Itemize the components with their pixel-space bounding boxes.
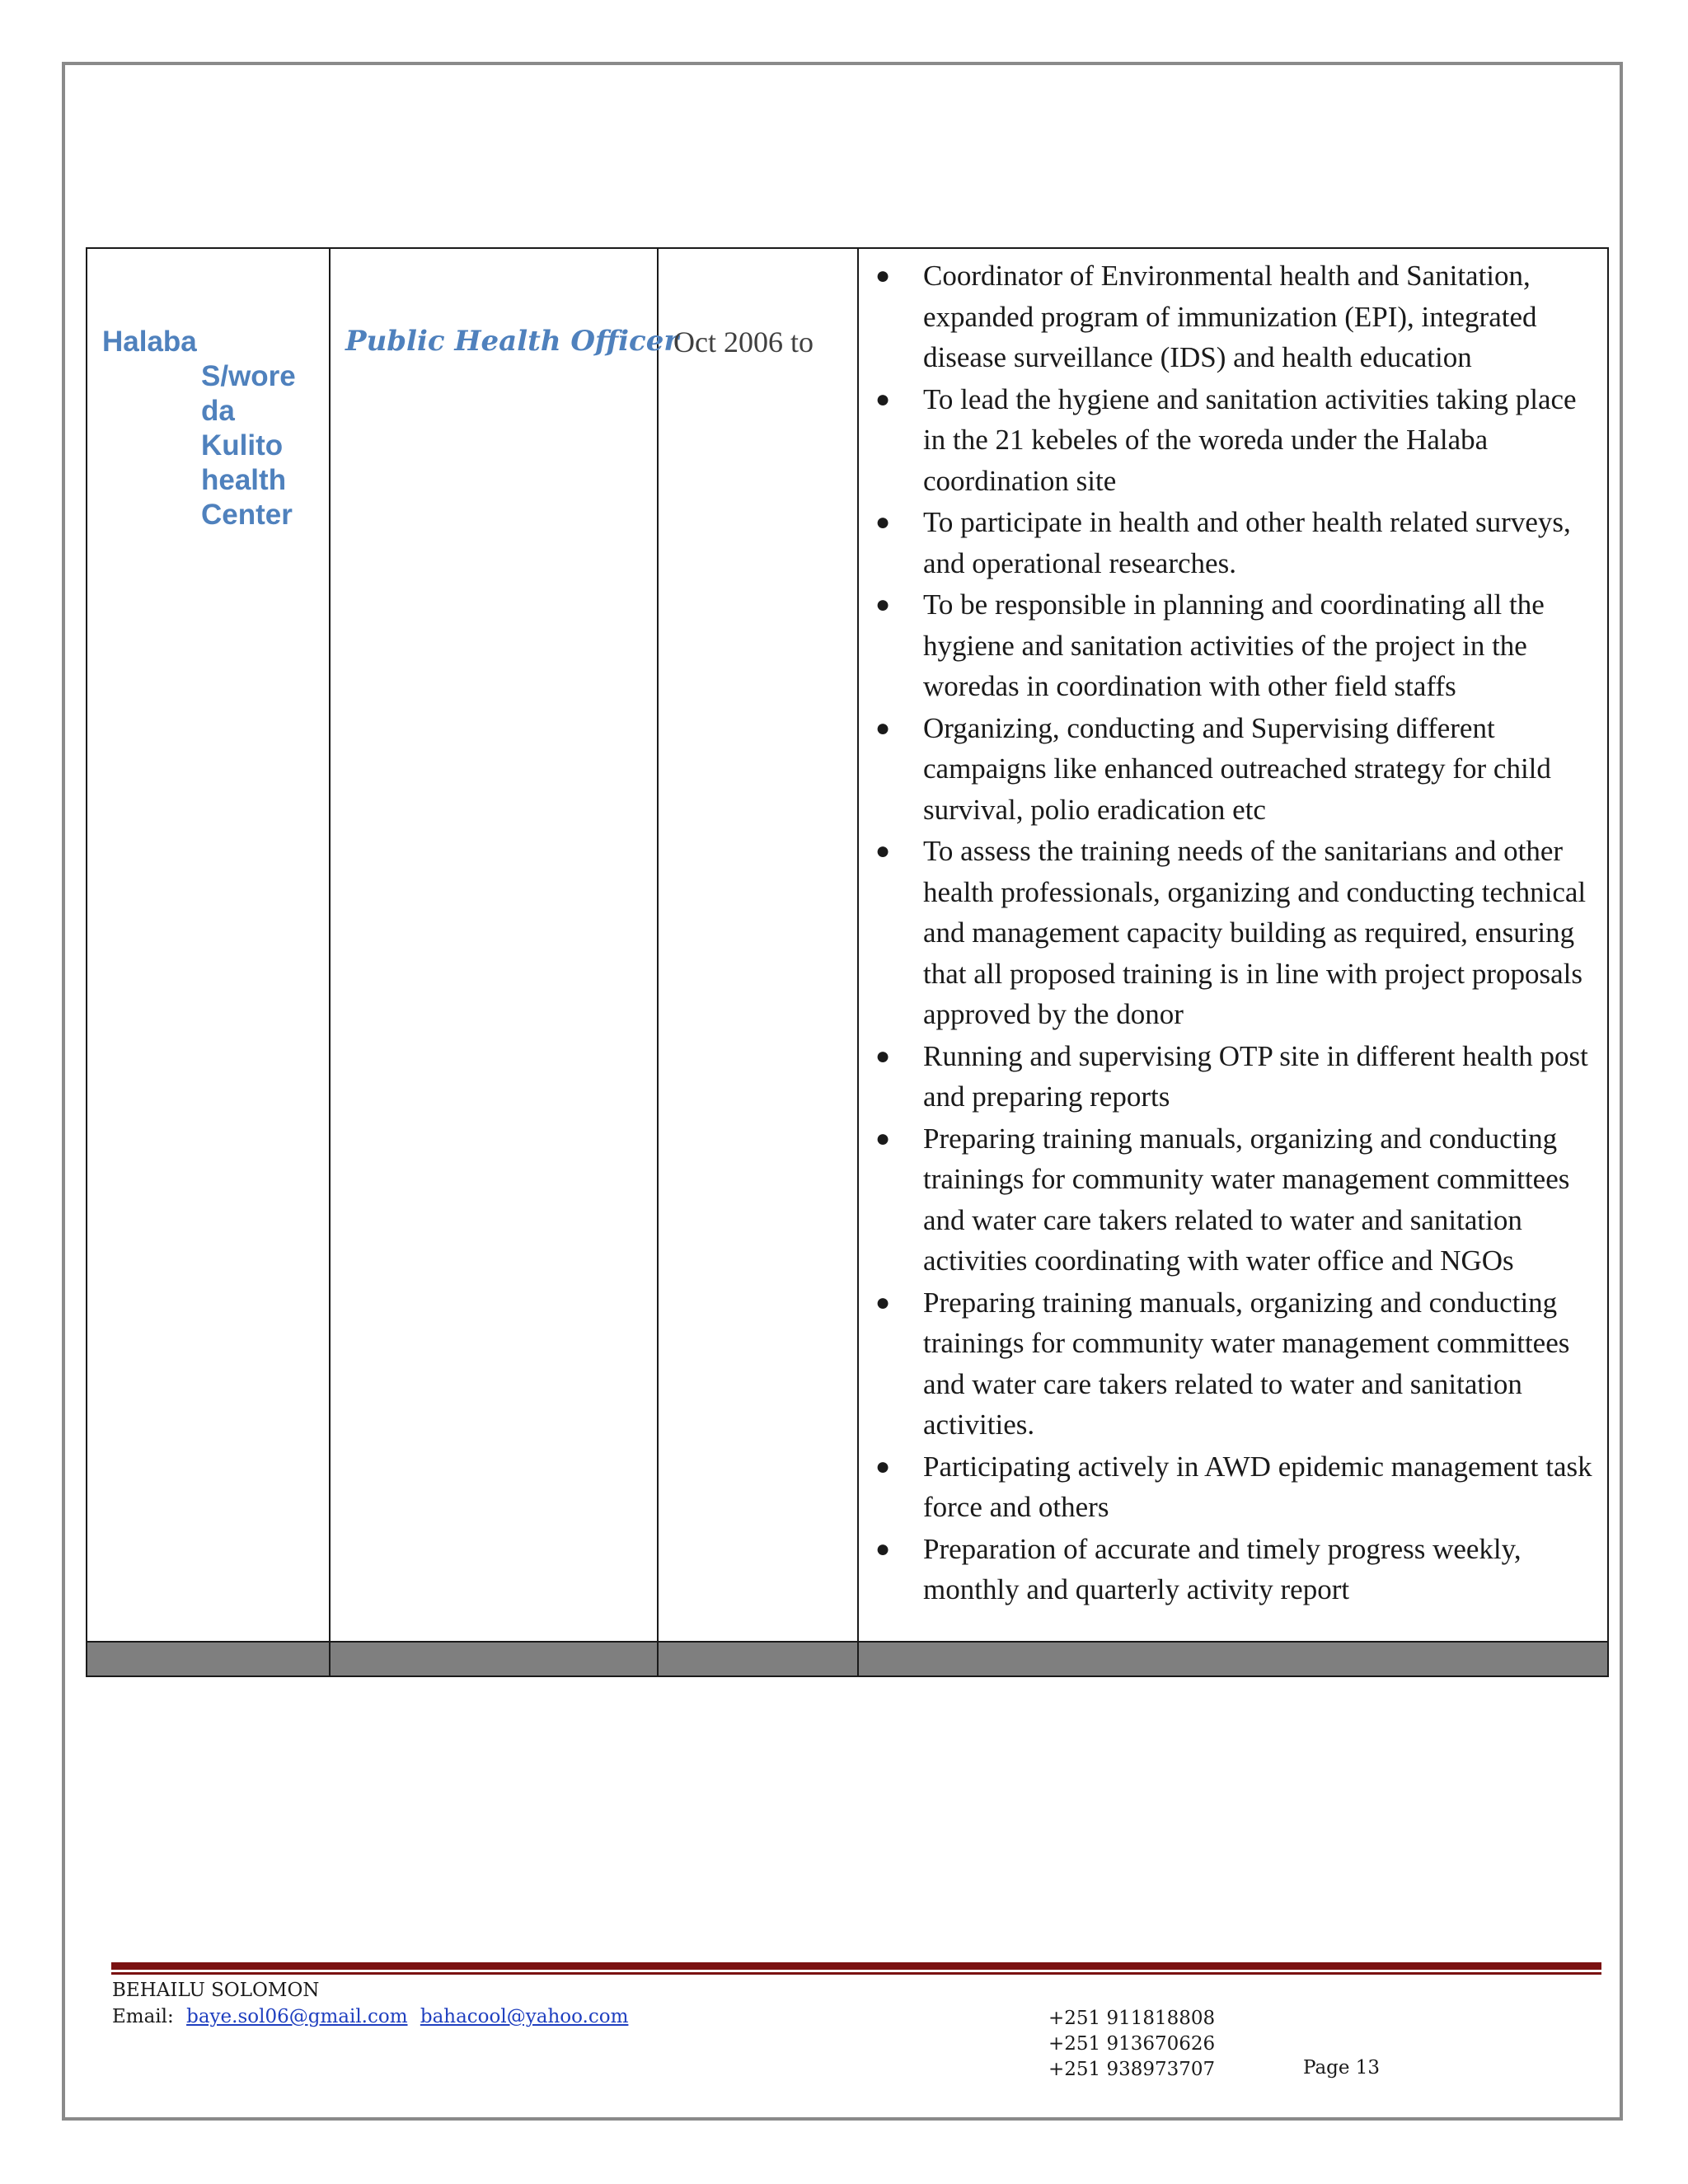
author-name: BEHAILU SOLOMON <box>112 1980 320 2001</box>
duty-text: Organizing, conducting and Supervising different campaigns like enhanced outreached strategy for child survival, polio eradication etc <box>923 711 1551 826</box>
bullet-icon: ● <box>875 1124 891 1152</box>
bullet-icon: ● <box>875 509 891 536</box>
bullet-icon: ● <box>875 591 891 618</box>
experience-table <box>86 247 1609 1677</box>
bullet-icon: ● <box>875 714 891 742</box>
duty-item <box>859 708 1594 831</box>
footer-divider-thick <box>111 1962 1601 1970</box>
experience-row <box>87 248 1608 1642</box>
duty-item <box>859 502 1594 583</box>
bullet-icon: ● <box>875 1042 891 1070</box>
separator-cell <box>330 1642 658 1676</box>
duty-item <box>859 831 1594 1035</box>
bullet-icon: ● <box>875 262 891 289</box>
bullet-icon: ● <box>875 1535 891 1563</box>
duty-item <box>859 1529 1594 1610</box>
phone-number: +251 938973707 <box>1048 2059 1216 2080</box>
duty-item <box>859 584 1594 707</box>
duty-text: Coordinator of Environmental health and Sanitation, expanded program of immunization (EPI), integrated disease surveillance (IDS) and health education <box>923 260 1537 373</box>
email-line <box>112 2006 628 2027</box>
separator-cell <box>858 1642 1608 1676</box>
separator-cell <box>87 1642 330 1676</box>
organization-line: health <box>201 464 287 496</box>
table-separator-row <box>87 1642 1608 1676</box>
bullet-icon: ● <box>875 1452 891 1480</box>
phone-list <box>1048 2006 1215 2083</box>
duty-text: To lead the hygiene and sanitation activities taking place in the 21 kebeles of the woreda under the Halaba coordination site <box>923 382 1577 497</box>
organization-line: Center <box>201 499 293 531</box>
duty-item <box>859 255 1594 378</box>
employment-date: Oct 2006 to <box>658 248 858 1642</box>
duty-text: To be responsible in planning and coordinating all the hygiene and sanitation activities of the project in the woredas in coordination with other field staffs <box>923 588 1545 702</box>
duty-item <box>859 1118 1594 1282</box>
duty-text: Preparing training manuals, organizing and conducting trainings for community water management committees and water care takers related to water and sanitation activities coordinating with water office and NGOs <box>923 1122 1570 1277</box>
phone-number: +251 913670626 <box>1048 2033 1216 2055</box>
organization-line: Kulito <box>201 429 284 462</box>
email-label: Email: <box>112 2006 174 2027</box>
organization-cell <box>87 248 330 1642</box>
duty-text: Preparing training manuals, organizing and conducting trainings for community water management committees and water care takers related to water and sanitation activities. <box>923 1286 1570 1441</box>
duty-text: To participate in health and other health related surveys, and operational researches. <box>923 506 1571 579</box>
duty-item <box>859 1282 1594 1446</box>
duty-text: Participating actively in AWD epidemic management task force and others <box>923 1450 1592 1523</box>
footer-divider-thin <box>111 1972 1601 1975</box>
duty-text: Preparation of accurate and timely progress weekly, monthly and quarterly activity report <box>923 1532 1522 1605</box>
duty-item <box>859 1036 1594 1118</box>
duty-item <box>859 379 1594 502</box>
email-link-gmail[interactable]: baye.sol06@gmail.com <box>186 2006 408 2027</box>
duty-item <box>859 1446 1594 1528</box>
organization-line: da <box>201 395 235 427</box>
duties-list <box>859 255 1594 1610</box>
email-link-yahoo[interactable]: bahacool@yahoo.com <box>420 2006 629 2027</box>
footer-divider <box>111 1962 1601 1975</box>
duties-cell <box>858 248 1608 1642</box>
duty-text: To assess the training needs of the sanitarians and other health professionals, organizing and conducting technical and management capacity building as required, ensuring that all proposed training is in line with project proposals approved by the donor <box>923 835 1587 1030</box>
organization-line: Halaba <box>102 326 197 358</box>
phone-number: +251 911818808 <box>1048 2008 1216 2029</box>
separator-cell <box>658 1642 858 1676</box>
position-title: Public Health Officer <box>330 248 658 1642</box>
duty-text: Running and supervising OTP site in different health post and preparing reports <box>923 1039 1588 1113</box>
bullet-icon: ● <box>875 1288 891 1316</box>
bullet-icon: ● <box>875 385 891 413</box>
bullet-icon: ● <box>875 837 891 865</box>
organization-line: S/wore <box>201 360 296 392</box>
page-number: Page 13 <box>1303 2057 1381 2079</box>
